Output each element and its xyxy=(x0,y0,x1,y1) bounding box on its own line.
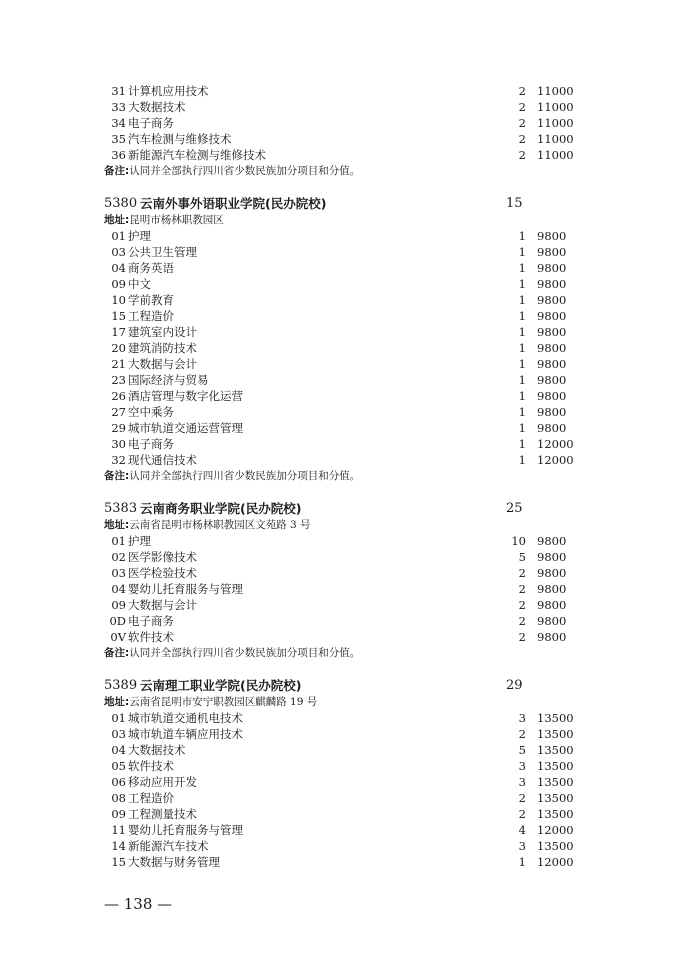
school-id: 5389 xyxy=(104,678,138,693)
school-total: 15 xyxy=(506,196,523,211)
program-name: 大数据与财务管理 xyxy=(128,855,220,869)
school-total: 29 xyxy=(506,678,523,693)
program-count: 2 xyxy=(518,566,526,580)
program-count: 1 xyxy=(518,453,526,467)
school-address xyxy=(104,695,317,709)
school-header xyxy=(104,195,574,213)
program-name: 城市轨道交通运营管理 xyxy=(128,421,243,435)
program-fee: 9800 xyxy=(537,582,567,596)
program-count: 1 xyxy=(518,421,526,435)
program-fee: 11000 xyxy=(537,132,574,146)
program-name: 国际经济与贸易 xyxy=(128,373,209,387)
program-row xyxy=(106,710,576,726)
program-row xyxy=(106,452,576,468)
school-address xyxy=(104,518,311,532)
program-count: 10 xyxy=(511,534,526,548)
program-fee: 9800 xyxy=(537,598,567,612)
remark-label: 备注: xyxy=(104,165,130,177)
program-row xyxy=(106,99,576,115)
program-row xyxy=(106,260,576,276)
program-count: 1 xyxy=(518,261,526,275)
program-fee: 9800 xyxy=(537,630,567,644)
address-label: 地址: xyxy=(104,519,130,531)
program-count: 2 xyxy=(518,727,526,741)
program-fee: 13500 xyxy=(537,743,574,757)
program-row xyxy=(106,549,576,565)
program-count: 1 xyxy=(518,245,526,259)
program-row xyxy=(106,147,576,163)
program-count: 1 xyxy=(518,389,526,403)
program-row xyxy=(106,324,576,340)
program-fee: 9800 xyxy=(537,389,567,403)
program-code: 01 xyxy=(111,229,126,243)
program-name: 软件技术 xyxy=(128,759,174,773)
program-code: 27 xyxy=(111,405,126,419)
program-fee: 9800 xyxy=(537,309,567,323)
program-code: 29 xyxy=(111,421,126,435)
program-code: 09 xyxy=(111,598,126,612)
program-row xyxy=(106,356,576,372)
program-code: 17 xyxy=(111,325,126,339)
program-code: 15 xyxy=(111,309,126,323)
school-total: 25 xyxy=(506,501,523,516)
program-row xyxy=(106,115,576,131)
program-name: 新能源汽车检测与维修技术 xyxy=(128,148,266,162)
remark-label: 备注: xyxy=(104,647,130,659)
remark-text: 认同并全部执行四川省少数民族加分项目和分值。 xyxy=(129,647,361,659)
program-row xyxy=(106,228,576,244)
program-fee: 9800 xyxy=(537,614,567,628)
program-code: 04 xyxy=(111,261,126,275)
program-name: 婴幼儿托育服务与管理 xyxy=(128,582,243,596)
program-fee: 9800 xyxy=(537,229,567,243)
program-count: 2 xyxy=(518,807,526,821)
program-count: 3 xyxy=(518,775,526,789)
program-row xyxy=(106,533,576,549)
program-code: 05 xyxy=(111,759,126,773)
school-address xyxy=(104,213,224,227)
program-row xyxy=(106,726,576,742)
program-fee: 11000 xyxy=(537,84,574,98)
program-name: 大数据与会计 xyxy=(128,357,197,371)
program-code: 04 xyxy=(111,582,126,596)
program-count: 2 xyxy=(518,614,526,628)
program-name: 新能源汽车技术 xyxy=(128,839,209,853)
program-count: 1 xyxy=(518,341,526,355)
school-id: 5383 xyxy=(104,501,138,516)
program-fee: 9800 xyxy=(537,325,567,339)
program-row xyxy=(106,774,576,790)
program-fee: 9800 xyxy=(537,277,567,291)
program-code: 02 xyxy=(111,550,126,564)
page-number: — 138 — xyxy=(104,895,173,913)
program-name: 软件技术 xyxy=(128,630,174,644)
program-fee: 9800 xyxy=(537,566,567,580)
program-name: 护理 xyxy=(128,229,151,243)
program-fee: 9800 xyxy=(537,341,567,355)
program-code: 26 xyxy=(111,389,126,403)
program-name: 医学检验技术 xyxy=(128,566,197,580)
program-fee: 9800 xyxy=(537,261,567,275)
program-name: 建筑消防技术 xyxy=(128,341,197,355)
program-count: 4 xyxy=(518,823,526,837)
school-name: 云南理工职业学院(民办院校) xyxy=(140,678,302,693)
program-name: 大数据与会计 xyxy=(128,598,197,612)
program-row xyxy=(106,758,576,774)
program-fee: 12000 xyxy=(537,453,574,467)
program-code: 33 xyxy=(111,100,126,114)
program-count: 1 xyxy=(518,293,526,307)
address-label: 地址: xyxy=(104,696,130,708)
program-count: 2 xyxy=(518,598,526,612)
program-row xyxy=(106,83,576,99)
remark-text: 认同并全部执行四川省少数民族加分项目和分值。 xyxy=(129,165,361,177)
program-row xyxy=(106,436,576,452)
program-count: 1 xyxy=(518,855,526,869)
program-fee: 9800 xyxy=(537,373,567,387)
program-row xyxy=(106,131,576,147)
program-code: 01 xyxy=(111,711,126,725)
program-fee: 13500 xyxy=(537,711,574,725)
program-code: 20 xyxy=(111,341,126,355)
program-row xyxy=(106,806,576,822)
program-name: 公共卫生管理 xyxy=(128,245,197,259)
program-fee: 13500 xyxy=(537,807,574,821)
program-count: 3 xyxy=(518,759,526,773)
program-code: 11 xyxy=(111,823,126,837)
program-count: 2 xyxy=(518,132,526,146)
program-name: 城市轨道车辆应用技术 xyxy=(128,727,243,741)
program-count: 1 xyxy=(518,309,526,323)
program-fee: 9800 xyxy=(537,421,567,435)
address-text: 云南省昆明市杨林职教园区文苑路 3 号 xyxy=(129,519,311,531)
program-code: 36 xyxy=(111,148,126,162)
address-text: 云南省昆明市安宁职教园区麒麟路 19 号 xyxy=(129,696,318,708)
address-text: 昆明市杨林职教园区 xyxy=(129,214,224,226)
program-code: 23 xyxy=(111,373,126,387)
school-header xyxy=(104,677,574,695)
program-row xyxy=(106,565,576,581)
program-fee: 9800 xyxy=(537,293,567,307)
program-name: 计算机应用技术 xyxy=(128,84,209,98)
program-row xyxy=(106,404,576,420)
program-code: 09 xyxy=(111,277,126,291)
program-name: 现代通信技术 xyxy=(128,453,197,467)
program-code: 35 xyxy=(111,132,126,146)
program-name: 大数据技术 xyxy=(128,100,186,114)
program-code: 03 xyxy=(111,727,126,741)
program-code: 30 xyxy=(111,437,126,451)
program-count: 5 xyxy=(518,550,526,564)
program-count: 3 xyxy=(518,711,526,725)
school-header xyxy=(104,500,574,518)
program-row xyxy=(106,854,576,870)
program-fee: 12000 xyxy=(537,855,574,869)
program-name: 医学影像技术 xyxy=(128,550,197,564)
program-name: 建筑室内设计 xyxy=(128,325,197,339)
program-fee: 12000 xyxy=(537,823,574,837)
program-row xyxy=(106,292,576,308)
program-code: 09 xyxy=(111,807,126,821)
program-count: 1 xyxy=(518,229,526,243)
program-fee: 13500 xyxy=(537,775,574,789)
program-code: 06 xyxy=(111,775,126,789)
program-name: 电子商务 xyxy=(128,614,174,628)
program-fee: 11000 xyxy=(537,116,574,130)
program-row xyxy=(106,308,576,324)
program-count: 2 xyxy=(518,582,526,596)
remark xyxy=(104,469,360,483)
program-fee: 13500 xyxy=(537,791,574,805)
program-row xyxy=(106,629,576,645)
remark-label: 备注: xyxy=(104,470,130,482)
program-row xyxy=(106,742,576,758)
program-name: 婴幼儿托育服务与管理 xyxy=(128,823,243,837)
program-code: 14 xyxy=(111,839,126,853)
remark xyxy=(104,164,360,178)
program-count: 1 xyxy=(518,405,526,419)
program-fee: 9800 xyxy=(537,357,567,371)
program-row xyxy=(106,420,576,436)
program-count: 2 xyxy=(518,791,526,805)
program-count: 1 xyxy=(518,373,526,387)
school-name: 云南商务职业学院(民办院校) xyxy=(140,501,302,516)
program-name: 城市轨道交通机电技术 xyxy=(128,711,243,725)
program-name: 商务英语 xyxy=(128,261,174,275)
school-id: 5380 xyxy=(104,196,138,211)
program-name: 电子商务 xyxy=(128,437,174,451)
program-name: 工程造价 xyxy=(128,309,174,323)
program-code: 34 xyxy=(111,116,126,130)
program-name: 工程测量技术 xyxy=(128,807,197,821)
program-row xyxy=(106,838,576,854)
program-code: 08 xyxy=(111,791,126,805)
program-code: 01 xyxy=(111,534,126,548)
program-row xyxy=(106,613,576,629)
program-row xyxy=(106,276,576,292)
program-name: 移动应用开发 xyxy=(128,775,197,789)
program-fee: 11000 xyxy=(537,148,574,162)
program-name: 工程造价 xyxy=(128,791,174,805)
program-row xyxy=(106,244,576,260)
program-name: 护理 xyxy=(128,534,151,548)
program-row xyxy=(106,372,576,388)
program-fee: 12000 xyxy=(537,437,574,451)
program-count: 1 xyxy=(518,357,526,371)
program-row xyxy=(106,581,576,597)
program-count: 2 xyxy=(518,84,526,98)
program-count: 1 xyxy=(518,437,526,451)
program-count: 5 xyxy=(518,743,526,757)
program-code: 10 xyxy=(111,293,126,307)
program-name: 空中乘务 xyxy=(128,405,174,419)
program-name: 大数据技术 xyxy=(128,743,186,757)
program-count: 2 xyxy=(518,100,526,114)
program-fee: 9800 xyxy=(537,245,567,259)
program-count: 3 xyxy=(518,839,526,853)
program-count: 2 xyxy=(518,630,526,644)
program-code: 04 xyxy=(111,743,126,757)
program-fee: 11000 xyxy=(537,100,574,114)
program-code: 32 xyxy=(111,453,126,467)
school-name: 云南外事外语职业学院(民办院校) xyxy=(140,196,327,211)
program-name: 电子商务 xyxy=(128,116,174,130)
program-row xyxy=(106,388,576,404)
program-fee: 9800 xyxy=(537,534,567,548)
program-code: 31 xyxy=(111,84,126,98)
program-row xyxy=(106,790,576,806)
program-fee: 13500 xyxy=(537,727,574,741)
program-code: 0V xyxy=(110,630,126,644)
program-row xyxy=(106,822,576,838)
program-code: 15 xyxy=(111,855,126,869)
program-fee: 9800 xyxy=(537,550,567,564)
program-row xyxy=(106,340,576,356)
remark-text: 认同并全部执行四川省少数民族加分项目和分值。 xyxy=(129,470,361,482)
program-count: 2 xyxy=(518,116,526,130)
program-fee: 13500 xyxy=(537,759,574,773)
program-row xyxy=(106,597,576,613)
address-label: 地址: xyxy=(104,214,130,226)
program-count: 1 xyxy=(518,325,526,339)
program-name: 中文 xyxy=(128,277,151,291)
program-name: 汽车检测与维修技术 xyxy=(128,132,232,146)
program-count: 2 xyxy=(518,148,526,162)
program-code: 0D xyxy=(109,614,126,628)
program-fee: 9800 xyxy=(537,405,567,419)
program-code: 03 xyxy=(111,566,126,580)
program-name: 学前教育 xyxy=(128,293,174,307)
program-fee: 13500 xyxy=(537,839,574,853)
program-code: 03 xyxy=(111,245,126,259)
program-name: 酒店管理与数字化运营 xyxy=(128,389,243,403)
program-count: 1 xyxy=(518,277,526,291)
program-code: 21 xyxy=(111,357,126,371)
remark xyxy=(104,646,360,660)
